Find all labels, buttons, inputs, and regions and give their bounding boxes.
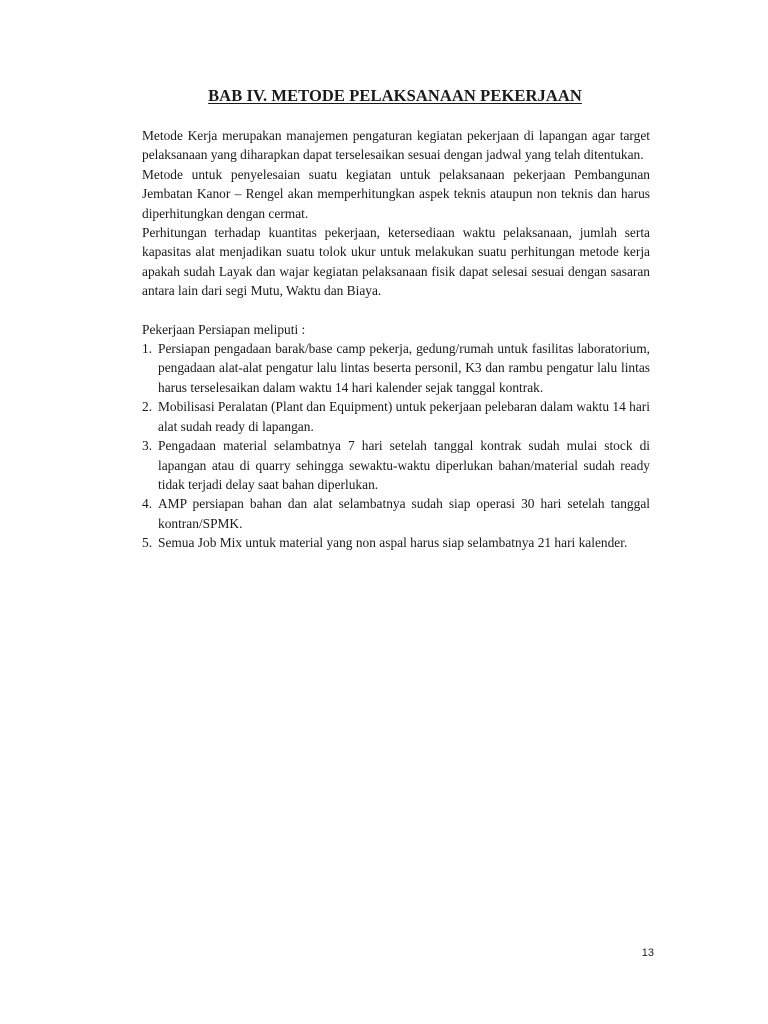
list-item: [142, 436, 650, 494]
list-item-number: 3.: [142, 438, 153, 454]
list-item-number: 4.: [142, 496, 153, 512]
list-item: [142, 339, 650, 397]
list-item-text: Mobilisasi Peralatan (Plant dan Equipment) untuk pekerjaan pelebaran dalam waktu 14 hari alat sudah ready di lapangan.: [158, 399, 650, 434]
list-item: [142, 533, 650, 552]
preparation-list: [142, 339, 650, 552]
chapter-title: BAB IV. METODE PELAKSANAAN PEKERJAAN: [208, 86, 582, 105]
list-item-number: 5.: [142, 535, 153, 551]
list-item-text: Semua Job Mix untuk material yang non aspal harus siap selambatnya 21 hari kalender.: [158, 535, 628, 551]
list-item-number: 1.: [142, 341, 153, 357]
list-intro: Pekerjaan Persiapan meliputi :: [142, 321, 306, 337]
list-item-number: 2.: [142, 399, 153, 415]
paragraph-spacer: [142, 301, 650, 320]
paragraph-3: Perhitungan terhadap kuantitas pekerjaan, ketersediaan waktu pelaksanaan, jumlah serta kapasitas alat menjadikan suatu tolok ukur untuk melakukan suatu perhitungan metode kerja apakah sudah Layak dan wajar kegiatan pelaksanaan fisik dapat selesai sesuai dengan sasaran antara lain dari segi Mutu, Waktu dan Biaya.: [142, 225, 650, 299]
list-item: [142, 397, 650, 436]
page-number: 13: [641, 947, 654, 959]
list-item: [142, 494, 650, 533]
paragraph-2: Metode untuk penyelesaian suatu kegiatan untuk pelaksanaan pekerjaan Pembangunan Jembatan Kanor – Rengel akan memperhitungkan aspek teknis ataupun non teknis dan harus diperhitungkan dengan cermat.: [142, 166, 650, 221]
list-item-text: Pengadaan material selambatnya 7 hari setelah tanggal kontrak sudah mulai stock di lapangan atau di quarry sehingga sewaktu-waktu diperlukan bahan/material sudah ready tidak terjadi delay saat bahan diperlukan.: [158, 438, 650, 492]
document-body: [142, 126, 650, 553]
list-item-text: Persiapan pengadaan barak/base camp pekerja, gedung/rumah untuk fasilitas laboratorium, pengadaan alat-alat pengatur lalu lintas beserta personil, K3 dan rambu pengatur lalu lintas harus terselesaikan dalam waktu 14 hari kalender sejak tanggal kontrak.: [158, 341, 650, 395]
list-item-text: AMP persiapan bahan dan alat selambatnya sudah siap operasi 30 hari setelah tanggal kontran/SPMK.: [158, 496, 650, 531]
paragraph-1: Metode Kerja merupakan manajemen pengaturan kegiatan pekerjaan di lapangan agar target pelaksanaan yang diharapkan dapat terselesaikan sesuai dengan jadwal yang telah ditentukan.: [142, 128, 650, 163]
